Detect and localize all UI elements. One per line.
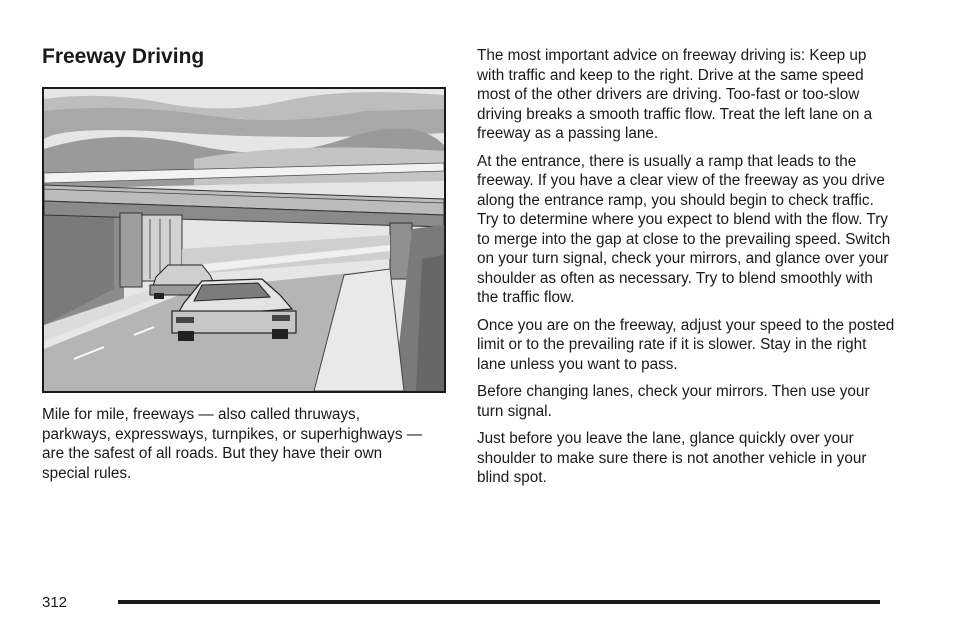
footer-rule: [118, 600, 880, 604]
freeway-overpass-illustration: [42, 87, 446, 393]
paragraph-entrance: At the entrance, there is usually a ramp that leads to the freeway. If you have a clear view of the freeway as you drive along the entrance ramp, you should begin to check traffic. Try to determine where you expect to blend with the flow. Try to merge into the gap at close to the prevailing speed. Switch on your turn signal, check your mirrors, and glance over your shoulder as often as necessary. Try to blend smoothly with the traffic flow.: [477, 152, 891, 306]
page-number: 312: [42, 594, 68, 611]
right-column: [477, 46, 897, 496]
paragraph-changing-lanes: Before changing lanes, check your mirrors. Then use your turn signal.: [477, 383, 870, 420]
intro-paragraph: Mile for mile, freeways — also called thruways, parkways, expressways, turnpikes, or superhighways — are the safest of all roads. But they have their own special rules.: [42, 406, 423, 482]
paragraph-advice: The most important advice on freeway driving is: Keep up with traffic and keep to the right. Drive at the same speed most of the other drivers are driving. Too-fast or too-slow driving breaks a smooth traffic flow. Treat the left lane on a freeway as a passing lane.: [477, 47, 873, 142]
paragraph-blind-spot: Just before you leave the lane, glance quickly over your shoulder to make sure there is not another vehicle in your blind spot.: [477, 430, 867, 486]
paragraph-speed: Once you are on the freeway, adjust your speed to the posted limit or to the prevailing rate if it is slower. Stay in the right lane unless you want to pass.: [477, 316, 895, 373]
section-heading: Freeway Driving: [42, 45, 205, 68]
